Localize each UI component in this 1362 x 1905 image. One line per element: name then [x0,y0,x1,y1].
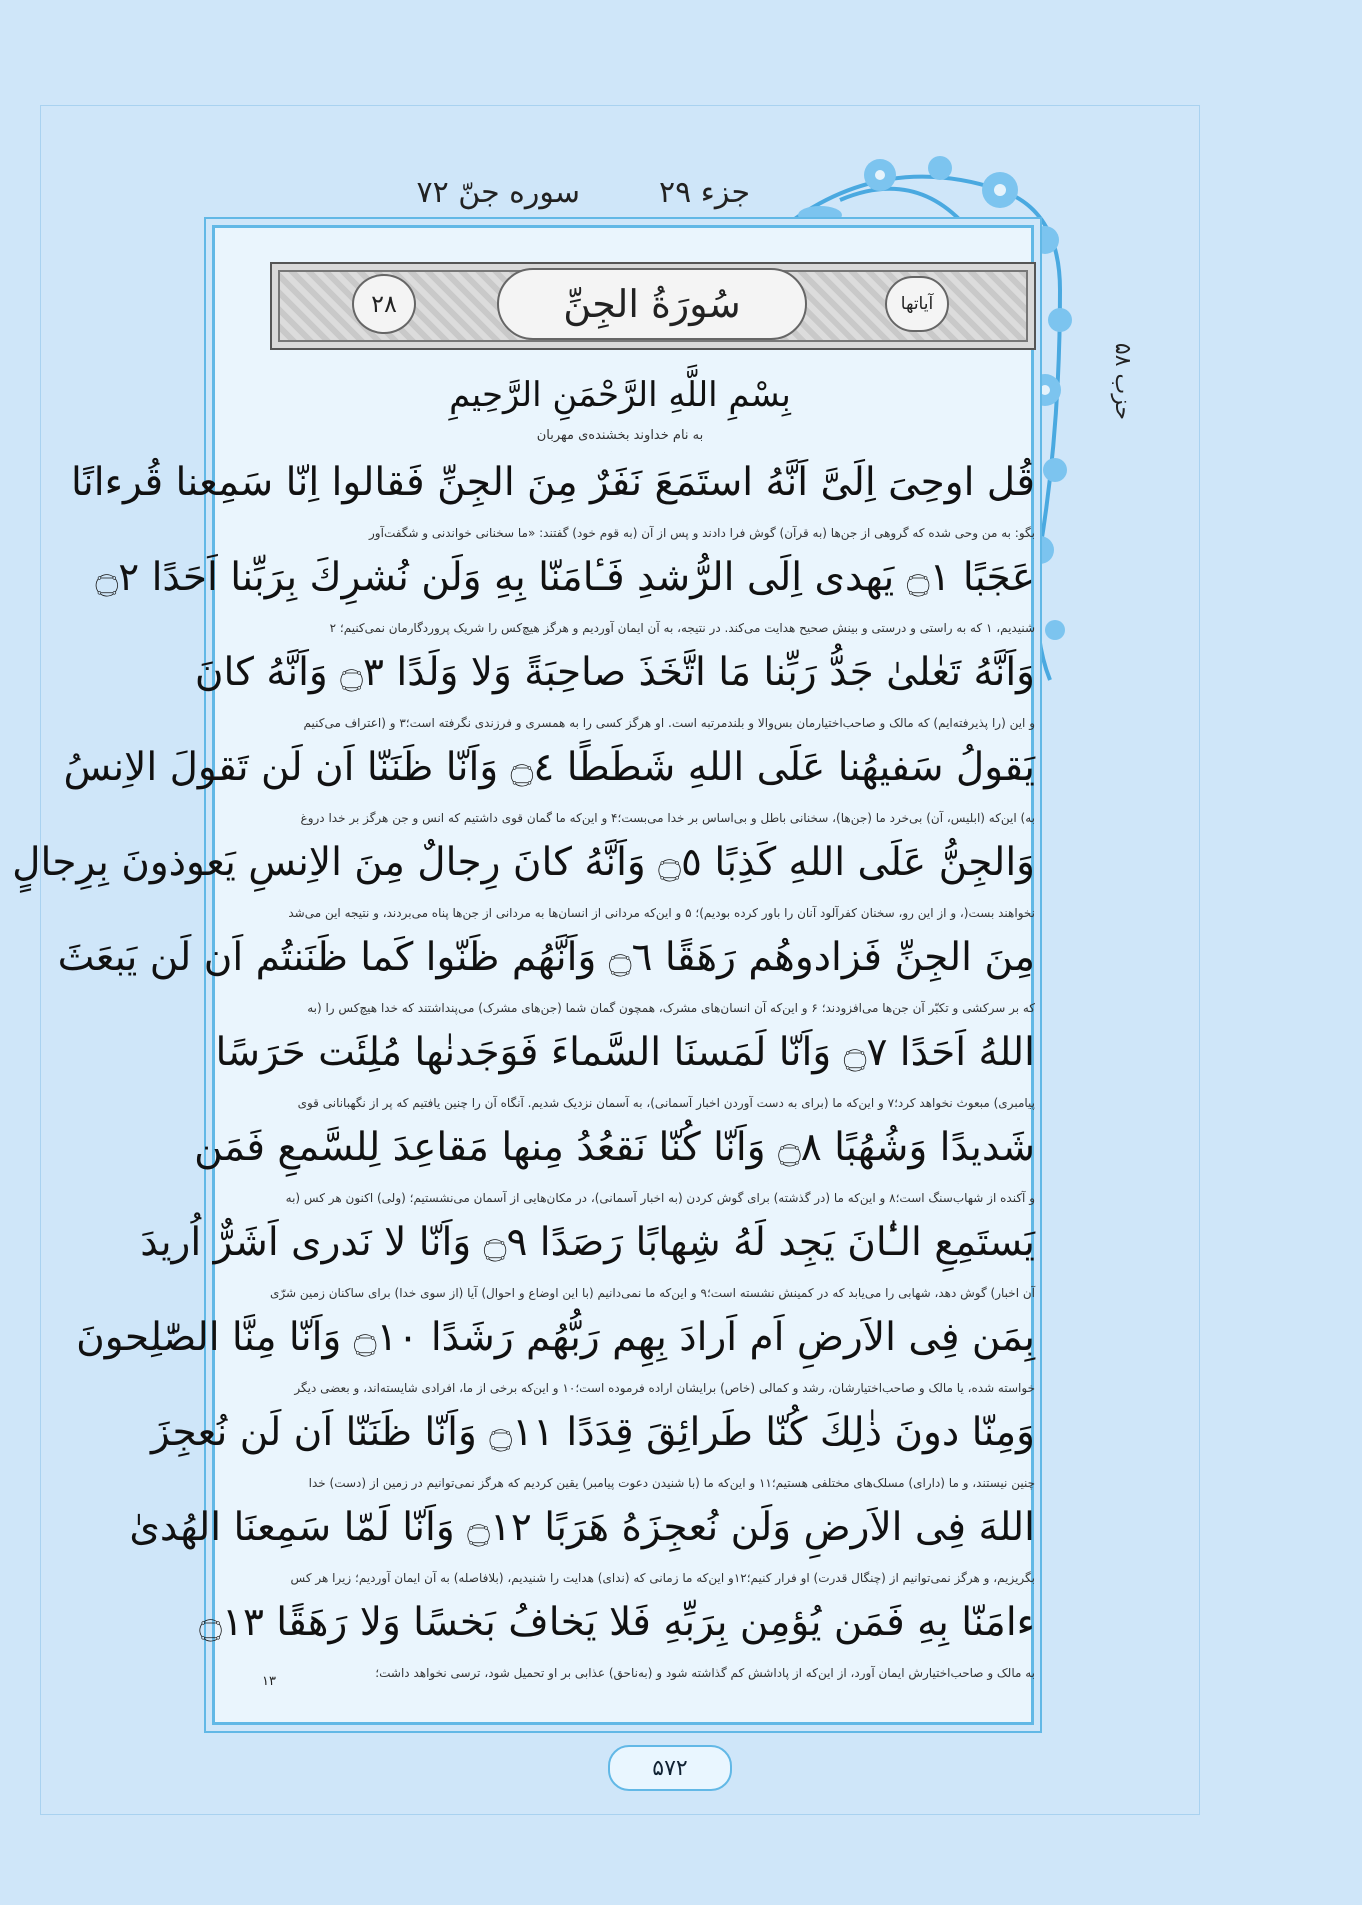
translation-text: آن اخبار) گوش دهد، شهابی را می‌یابد که در کمینش نشسته است؛۹ و این‌که ما نمی‌دانیم (با این اوضاع و احوال) آیا (از سوی خدا) برای ساکنان زمین شرّی [270,1286,1035,1300]
arabic-text: ءامَنّا بِهِ فَمَن يُؤمِن بِرَبِّهِ فَلا يَخافُ بَخسًا وَلا رَهَقًا ۝١٣ [199,1600,1035,1645]
arabic-text: بِمَن فِى الاَرضِ اَم اَرادَ بِهِم رَبُّهُم رَشَدًا ۝١٠ وَاَنّا مِنَّا الصّٰلِحونَ [76,1315,1035,1360]
verse-line [71,460,1045,555]
verse-line [76,1315,1045,1410]
page-header [390,175,750,215]
verse-line [63,745,1045,840]
arabic-text: وَالجِنُّ عَلَى اللهِ كَذِبًا ۝٥ وَاَنَّهُ كانَ رِجالٌ مِنَ الاِنسِ يَعوذونَ بِرِجالٍ [12,840,1035,885]
translation-verse-number: ۱۳ [262,1674,276,1689]
translation-text: چنین نیستند، و ما (دارای) مسلک‌های مختلفی هستیم؛۱۱ و این‌که ما (با شنیدن دعوت پیامبر) یقین کردیم که هرگز نمی‌توانیم در زمین از (دست) خدا [308,1476,1035,1490]
arabic-text: شَديدًا وَشُهُبًا ۝٨ وَاَنّا كُنّا نَقعُدُ مِنها مَقاعِدَ لِلسَّمعِ فَمَن [194,1125,1035,1170]
translation-text: خواسته شده، یا مالک و صاحب‌اختیارشان، رشد و کمالی (خاص) برایشان اراده فرموده است؛۱۰ و این‌که برخی از ما، افرادی شایسته‌اند، و بعضی دیگر [294,1381,1035,1395]
translation-text: نخواهند بست(، و از این رو، سخنان کفرآلود آنان را باور کرده بودیم)؛ ۵ و این‌که مردانی از انسان‌ها به مردانی از جن‌ها پناه می‌بردند، و نتیجه این می‌شد [288,906,1035,920]
arabic-text: يَقولُ سَفيهُنا عَلَى اللهِ شَطَطًا ۝٤ وَاَنّا ظَنَنّا اَن لَن تَقولَ الاِنسُ [63,745,1035,790]
verse-line [150,1410,1045,1505]
verse-line [57,935,1045,1030]
verse-line [199,1600,1045,1695]
verse-line [194,650,1045,745]
arabic-text: مِنَ الجِنِّ فَزادوهُم رَهَقًا ۝٦ وَاَنَّهُم ظَنّوا كَما ظَنَنتُم اَن لَن يَبعَثَ [57,935,1035,980]
arabic-text: اللهَ فِى الاَرضِ وَلَن نُعجِزَهُ هَرَبًا ۝١٢ وَاَنّا لَمّا سَمِعنَا الهُدىٰ [129,1505,1035,1550]
juz-label: جزء ۲۹ [659,175,750,210]
arabic-text: اللهُ اَحَدًا ۝٧ وَاَنّا لَمَسنَا السَّماءَ فَوَجَدنٰها مُلِئَت حَرَسًا [215,1030,1035,1075]
translation-text: بگو: به من وحی شده که گروهی از جن‌ها (به قرآن) گوش فرا دادند و پس از آن (به قوم خود) گفتند: «ما سخنانی خواندنی و شگفت‌آور [369,526,1035,540]
translation-text: بگریزیم، و هرگز نمی‌توانیم از (چنگال قدرت) او فرار کنیم؛۱۲و این‌که ما زمانی که (ندای) هدایت را شنیدیم، (بلافاصله) به آن ایمان آوردیم؛ زیرا هر کس [290,1571,1035,1585]
basmala-translation: به نام خداوند بخشنده‌ی مهربان [536,428,704,443]
ayat-count-medallion: ۲۸ [352,274,416,334]
translation-text: و آکنده از شهاب‌سنگ است؛۸ و این‌که ما (در گذشته) برای گوش کردن (به اخبار آسمانی)، در مکان‌هایی از آسمان می‌نشستیم؛ (ولی) اکنون هر کس (به [285,1191,1035,1205]
hizb-label: حزب ۵۸ [1110,342,1135,420]
verse-line [129,1505,1045,1600]
verse-line [215,1030,1045,1125]
arabic-text: يَستَمِعِ الـٰٔانَ يَجِد لَهُ شِهابًا رَصَدًا ۝٩ وَاَنّا لا نَدرى اَشَرٌّ اُريدَ [140,1220,1035,1265]
ayat-label-medallion: آیاتها [885,276,949,332]
verse-line [95,555,1045,650]
translation-text: شنیدیم، ۱ که به راستی و درستی و بینش صحیح هدایت می‌کند. در نتیجه، به آن ایمان آوردیم و هرگز هیچ‌کس را شریک پروردگارمان نمی‌کنیم؛ ۲ [329,621,1035,635]
verse-line [194,1125,1045,1220]
surah-header-label: سوره جنّ ۷۲ [416,175,580,210]
translation-text: و این (را پذیرفته‌ایم) که مالک و صاحب‌اختیارمان بس‌والا و بلندمرتبه است. او هرگز کسی را به همسری و فرزندی نگرفته است؛۳ و (اعتراف می‌کنیم [303,716,1035,730]
translation-text: به مالک و صاحب‌اختیارش ایمان آورد، از این‌که از پاداشش کم گذاشته شود و (به‌ناحق) عذابی بر او تحمیل شود، ترسی نخواهد داشت؛ [375,1666,1035,1680]
arabic-text: وَمِنّا دونَ ذٰلِكَ كُنّا طَرائِقَ قِدَدًا ۝١١ وَاَنّا ظَنَنّا اَن لَن نُعجِزَ [150,1410,1035,1455]
translation-text: به) این‌که (ابلیس، آن) بی‌خرد ما (جن‌ها)، سخنانی باطل و بی‌اساس بر خدا می‌بست؛۴ و این‌که ما گمان قوی داشتیم که انس و جن هرگز بر خدا دروغ [300,811,1035,825]
verse-line [12,840,1045,935]
arabic-text: عَجَبًا ۝١ يَهدى اِلَى الرُّشدِ فَـٔامَنّا بِهِ وَلَن نُشرِكَ بِرَبِّنا اَحَدًا ۝٢ [95,555,1035,600]
page-number: ۵۷۲ [608,1745,732,1791]
arabic-text: قُل اوحِىَ اِلَىَّ اَنَّهُ استَمَعَ نَفَرٌ مِنَ الجِنِّ فَقالوا اِنّا سَمِعنا قُرءانًا [71,460,1035,505]
arabic-text: وَاَنَّهُ تَعٰلىٰ جَدُّ رَبِّنا مَا اتَّخَذَ صاحِبَةً وَلا وَلَدًا ۝٣ وَاَنَّهُ كانَ [194,650,1035,695]
translation-text: که بر سرکشی و تکبّر آن جن‌ها می‌افزودند؛ ۶ و این‌که آن انسان‌های مشرک، همچون گمان شما (جن‌های مشرک) می‌پنداشتند که خدا هیچ‌کس را (به [307,1001,1035,1015]
verse-line [140,1220,1045,1315]
verse-lines [12,460,1045,1695]
surah-banner [270,262,1036,350]
basmala: بِسْمِ اللَّهِ الرَّحْمَنِ الرَّحِيمِ [449,375,791,415]
translation-text: پیامبری) مبعوث نخواهد کرد؛۷ و این‌که ما (برای به دست آوردن اخبار آسمانی)، به آسمان نزدیک شدیم. آنگاه آن را چنین یافتیم که پر از نگهبانانی قوی [297,1096,1035,1110]
surah-title: سُورَةُ الجِنِّ [497,268,807,340]
